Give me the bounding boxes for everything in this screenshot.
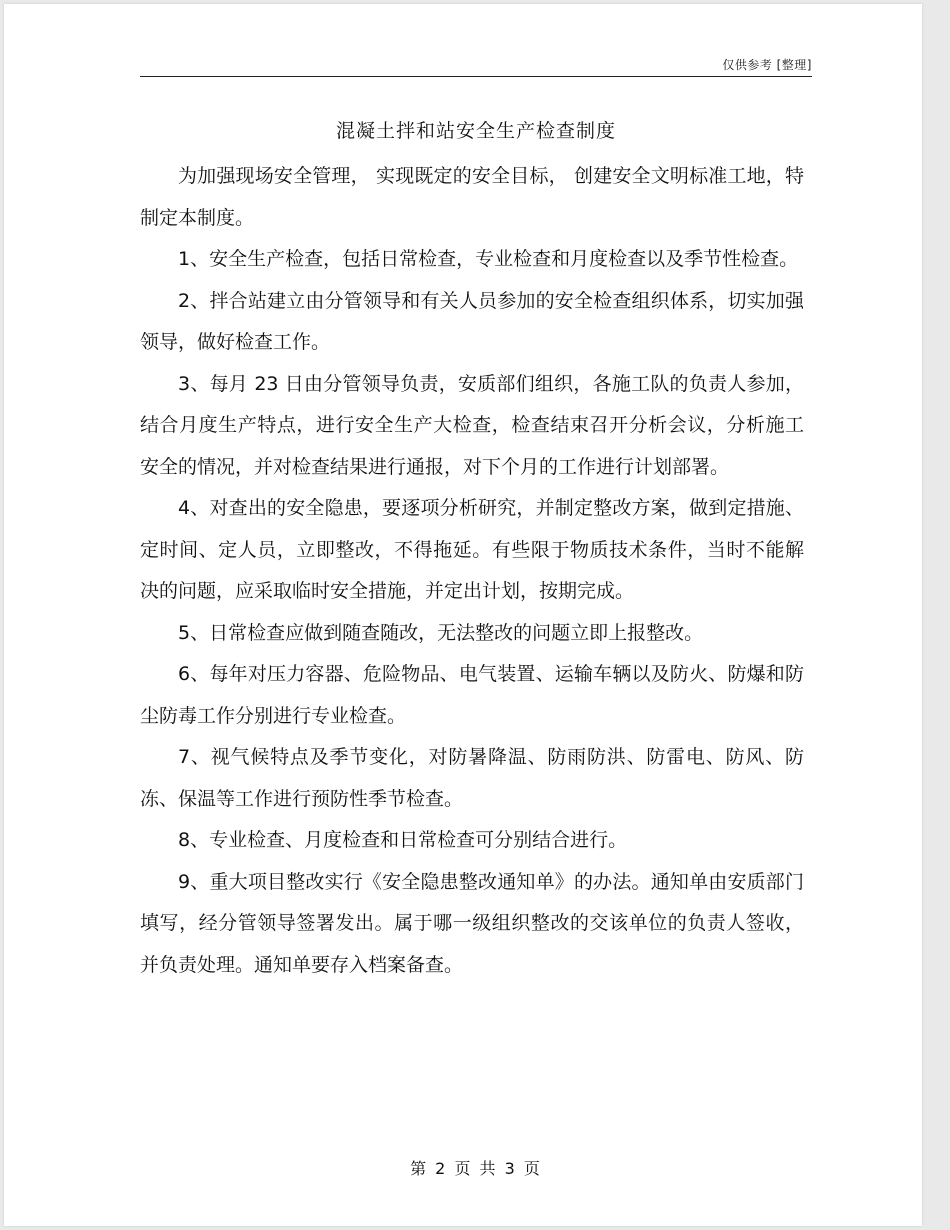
paragraph-item-4: 4、对查出的安全隐患，要逐项分析研究，并制定整改方案，做到定措施、定时间、定人员，立即整改，不得拖延。有些限于物质技术条件，当时不能解决的问题，应采取临时安全措施，并定出计划，按期完成。 <box>140 497 804 602</box>
page-footer: 第 2 页 共 3 页 <box>410 1159 542 1178</box>
paragraph-intro: 为加强现场安全管理， 实现既定的安全目标， 创建安全文明标准工地，特制定本制度。 <box>140 165 804 229</box>
paragraph-item-1: 1、安全生产检查，包括日常检查，专业检查和月度检查以及季节性检查。 <box>178 248 799 270</box>
paragraph-item-3: 3、每月 23 日由分管领导负责，安质部们组织，各施工队的负责人参加，结合月度生产特点，进行安全生产大检查，检查结束召开分析会议，分析施工安全的情况，并对检查结果进行通报，对下个月的工作进行计划部署。 <box>140 372 804 478</box>
document-title: 混凝土拌和站安全生产检查制度 <box>335 120 616 142</box>
paragraph-item-5: 5、日常检查应做到随查随改，无法整改的问题立即上报整改。 <box>178 621 704 644</box>
document-body <box>140 156 804 986</box>
paragraph-item-8: 8、专业检查、月度检查和日常检查可分别结合进行。 <box>178 829 628 851</box>
header-divider <box>140 76 812 77</box>
paragraph-item-6: 6、每年对压力容器、危险物品、电气装置、运输车辆以及防火、防爆和防尘防毒工作分别进行专业检查。 <box>140 663 804 727</box>
document-page <box>4 4 922 1226</box>
header-note: 仅供参考 [整理] <box>722 58 812 72</box>
paragraph-item-9: 9、重大项目整改实行《安全隐患整改通知单》的办法。通知单由安质部门填写，经分管领导签署发出。属于哪一级组织整改的交该单位的负责人签收，并负责处理。通知单要存入档案备查。 <box>140 870 804 976</box>
paragraph-item-7: 7、视气候特点及季节变化，对防暑降温、防雨防洪、防雷电、防风、防冻、保温等工作进行预防性季节检查。 <box>140 746 804 810</box>
paragraph-item-2: 2、拌合站建立由分管领导和有关人员参加的安全检查组织体系，切实加强领导，做好检查工作。 <box>140 289 804 353</box>
